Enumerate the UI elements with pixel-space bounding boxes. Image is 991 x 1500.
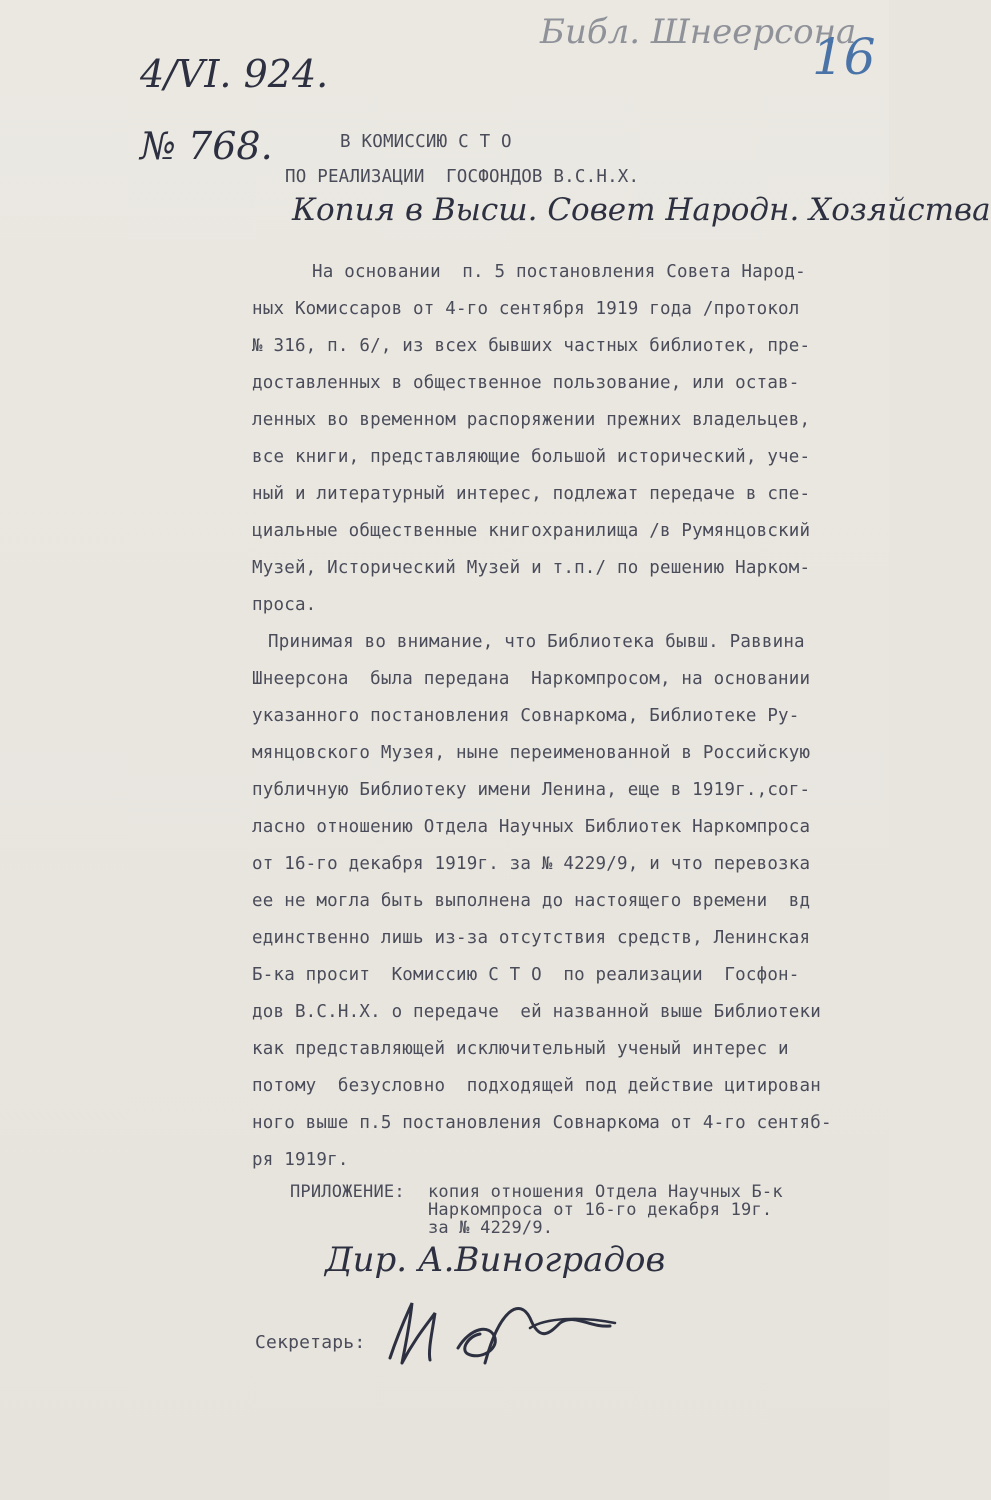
addressee-line-2: ПО РЕАЛИЗАЦИИ ГОСФОНДОВ В.С.Н.Х. [285,167,640,187]
body-line: ласно отношению Отдела Научных Библиотек Наркомпроса [252,817,811,837]
body-line: ря 1919г. [252,1150,349,1170]
attachment-label: ПРИЛОЖЕНИЕ: [290,1182,405,1202]
body-line: мянцовского Музея, ныне переименованной в Российскую [252,743,811,763]
body-line: от 16-го декабря 1919г. за № 4229/9, и что перевозка [252,854,811,874]
body-line: потому безусловно подходящей под действие цитирован [252,1076,822,1096]
secretary-signature [380,1288,630,1378]
body-line: ленных во временном распоряжении прежних владельцев, [252,410,811,430]
pencil-note: Библ. Шнеерсона [540,12,857,52]
body-line: ее не могла быть выполнена до настоящего времени вд [252,891,811,911]
body-line: № 316, п. 6/, из всех бывших частных библиотек, пре- [252,336,811,356]
body-line: Музей, Исторический Музей и т.п./ по решению Нарком- [252,558,811,578]
secretary-label: Секретарь: [255,1332,366,1353]
body-line: ный и литературный интерес, подлежат передаче в спе- [252,484,811,504]
body-line: На основании п. 5 постановления Совета Народ- [312,262,806,282]
handwritten-number: № 768. [140,124,273,168]
handwritten-date: 4/VI. 924. [140,52,329,96]
attachment-line: Наркомпроса от 16-го декабря 19г. [428,1200,773,1220]
attachment-line: за № 4229/9. [428,1218,554,1238]
addressee-line-1: В КОМИССИЮ С Т О [340,132,512,152]
body-line: Шнеерсона была передана Наркомпросом, на основании [252,669,811,689]
body-line: циальные общественные книгохранилища /в Румянцовский [252,521,811,541]
body-line: все книги, представляющие большой исторический, уче- [252,447,811,467]
body-line: ных Комиссаров от 4-го сентября 1919 года /протокол [252,299,800,319]
body-line: дов В.С.Н.Х. о передаче ей названной выше Библиотеки [252,1002,822,1022]
director-signature: Дир. А.Виноградов [325,1240,666,1280]
copy-note: Копия в Высш. Совет Народн. Хозяйства [292,192,991,228]
attachment-line: копия отношения Отдела Научных Б-к [428,1182,783,1202]
page-number: 16 [812,28,876,86]
body-line: как представляющей исключительный ученый интерес и [252,1039,789,1059]
body-line: проса. [252,595,317,615]
body-line: публичную Библиотеку имени Ленина, еще в 1919г.,сог- [252,780,811,800]
body-line: указанного постановления Совнаркома, Библиотеке Ру- [252,706,800,726]
body-line: доставленных в общественное пользование, или остав- [252,373,800,393]
body-line: Б-ка просит Комиссию С Т О по реализации Госфон- [252,965,800,985]
body-line: единственно лишь из-за отсутствия средств, Ленинская [252,928,811,948]
body-line: Принимая во внимание, что Библиотека бывш. Раввина [268,632,805,652]
body-line: ного выше п.5 постановления Совнаркома от 4-го сентяб- [252,1113,832,1133]
